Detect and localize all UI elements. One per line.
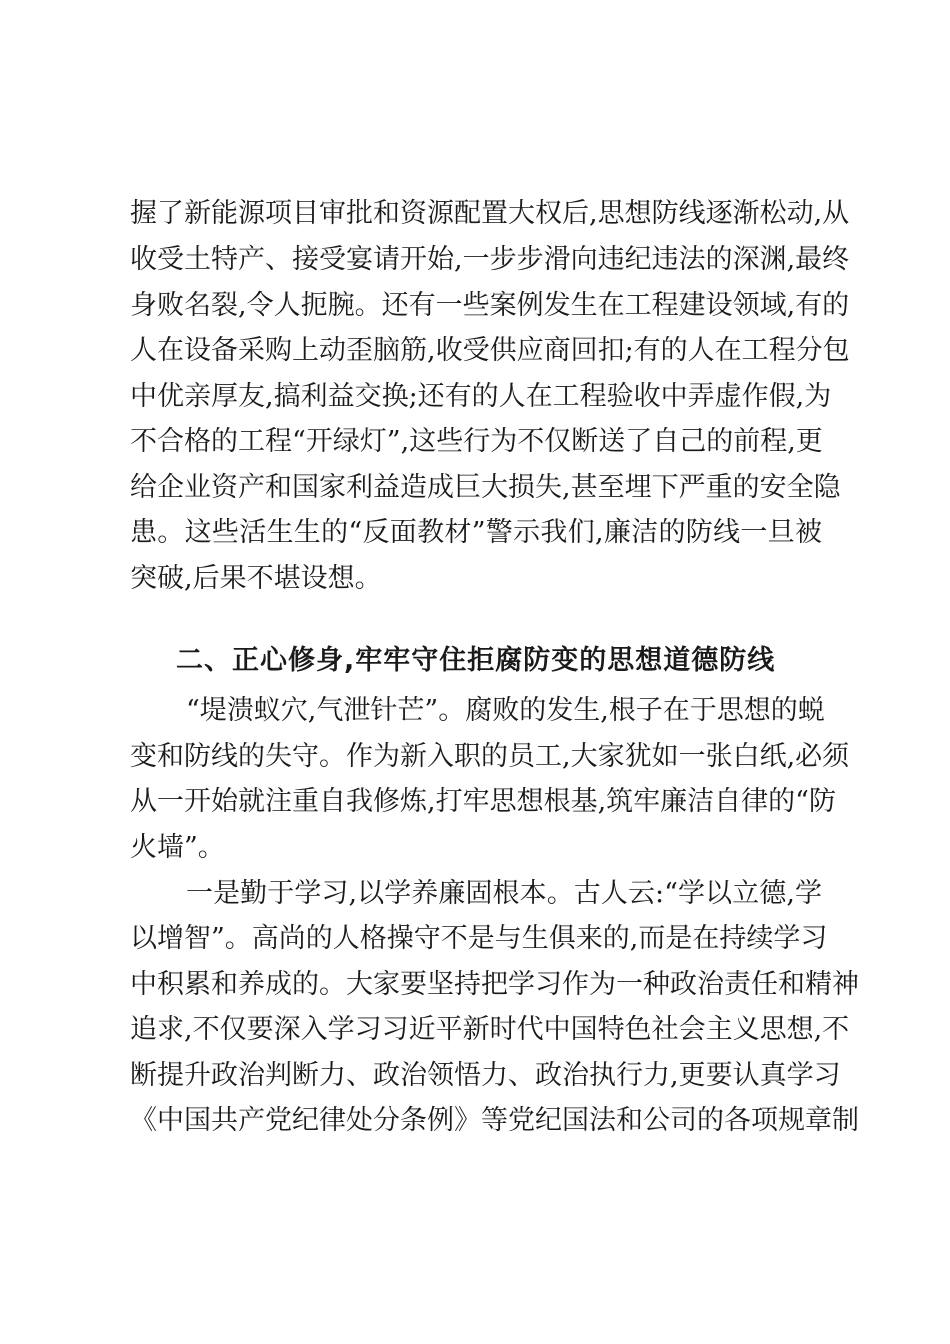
paragraph-line: 追求,不仅要深入学习习近平新时代中国特色社会主义思想,不 [130,1014,850,1045]
paragraph-line: 《中国共产党纪律处分条例》等党纪国法和公司的各项规章制 [130,1105,859,1136]
paragraph-line: 给企业资产和国家利益造成巨大损失,甚至埋下严重的安全隐 [130,472,841,503]
section-heading: 二、正心修身,牢牢守住拒腐防变的思想道德防线 [176,645,776,676]
paragraph-line: 中优亲厚友,搞利益交换;还有的人在工程验收中弄虚作假,为 [130,381,832,412]
paragraph-line: 不合格的工程“开绿灯”,这些行为不仅断送了自己的前程,更 [130,426,823,457]
paragraph-line: “堤溃蚁穴,气泄针芒”。腐败的发生,根子在于思想的蜕 [186,695,825,726]
paragraph-line: 身败名裂,令人扼腕。还有一些案例发生在工程建设领域,有的 [130,290,850,321]
paragraph-line: 突破,后果不堪设想。 [130,563,382,594]
paragraph-line: 从一开始就注重自我修炼,打牢思想根基,筑牢廉洁自律的“防 [130,786,836,817]
paragraph-line: 以增智”。高尚的人格操守不是与生俱来的,而是在持续学习 [130,923,828,954]
paragraph-line: 中积累和养成的。大家要坚持把学习作为一种政治责任和精神 [130,969,859,1000]
paragraph-line: 断提升政治判断力、政治领悟力、政治执行力,更要认真学习 [130,1060,841,1091]
paragraph-line: 患。这些活生生的“反面教材”警示我们,廉洁的防线一旦被 [130,517,822,548]
paragraph-line: 人在设备采购上动歪脑筋,收受供应商回扣;有的人在工程分包 [130,335,850,366]
paragraph-line: 握了新能源项目审批和资源配置大权后,思想防线逐渐松动,从 [130,198,850,229]
paragraph-line: 火墙”。 [130,832,225,863]
paragraph-line: 变和防线的失守。作为新入职的员工,大家犹如一张白纸,必须 [130,741,850,772]
paragraph-line: 收受土特产、接受宴请开始,一步步滑向违纪违法的深渊,最终 [130,244,850,275]
paragraph-line: 一是勤于学习,以学养廉固根本。古人云:“学以立德,学 [186,878,822,909]
